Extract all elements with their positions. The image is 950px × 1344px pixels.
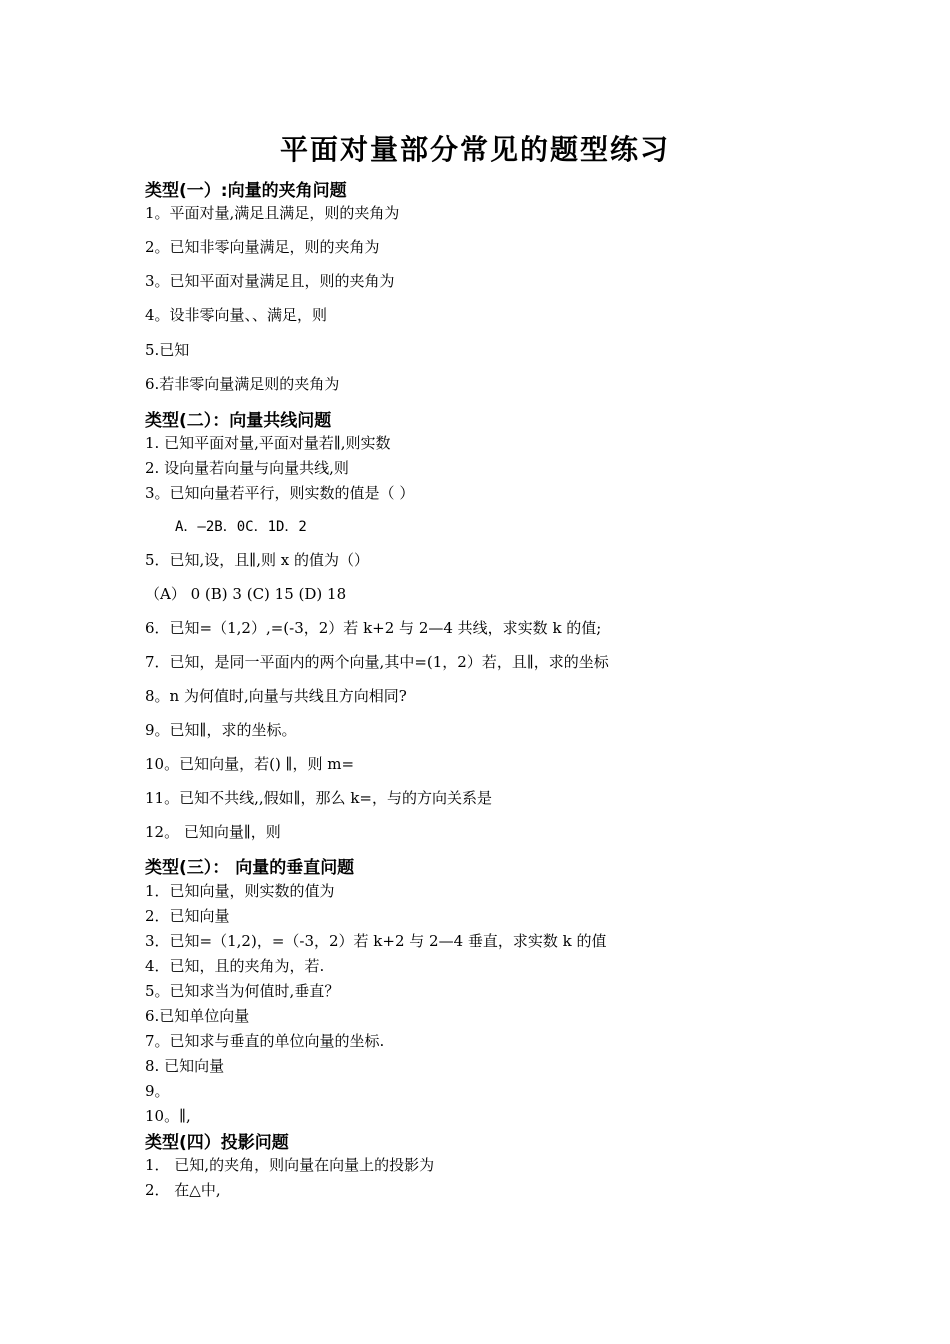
question-line: 5．已知,设，且∥,则 x 的值为（） [145,551,370,569]
question-line: 4．已知，且的夹角为，若. [145,957,325,975]
question-line: 3。已知向量若平行，则实数的值是（ ） [145,484,415,502]
question-line: 4。设非零向量、、满足，则 [145,306,328,324]
answer-choices: A．—2B．0C．1D．2 [175,519,307,535]
question-line: 1．已知向量，则实数的值为 [145,882,335,900]
question-line: 7．已知，是同一平面内的两个向量,其中=(1，2）若，且∥，求的坐标 [145,653,609,671]
section-heading: 类型(一）:向量的夹角问题 [145,181,347,201]
question-line: 3．已知=（1,2)，=（-3，2）若 k+2 与 2—4 垂直，求实数 k 的值 [145,932,607,950]
question-line: 6.已知单位向量 [145,1007,250,1025]
section-heading: 类型(四）投影问题 [145,1133,289,1153]
question-line: 1。平面对量,满足且满足，则的夹角为 [145,204,400,222]
question-line: 9。 [145,1082,170,1100]
question-line: 6．已知=（1,2）,=(-3，2）若 k+2 与 2—4 共线，求实数 k 的值; [145,619,602,637]
question-line: 3。已知平面对量满足且，则的夹角为 [145,272,395,290]
question-line: 2. 设向量若向量与向量共线,则 [145,459,349,477]
question-line: 1． 已知,的夹角，则向量在向量上的投影为 [145,1156,435,1174]
page-title: 平面对量部分常见的题型练习 [279,133,670,166]
question-line: 12。 已知向量∥，则 [145,823,281,841]
question-line: 2。已知非零向量满足，则的夹角为 [145,238,380,256]
question-line: 8. 已知向量 [145,1057,225,1075]
question-line: 7。已知求与垂直的单位向量的坐标. [145,1032,385,1050]
question-line: 2．已知向量 [145,907,230,925]
question-line: 1. 已知平面对量,平面对量若∥,则实数 [145,434,391,452]
question-line: 8。n 为何值时,向量与共线且方向相同? [145,687,407,705]
question-line: 9。已知∥，求的坐标。 [145,721,297,739]
section-heading: 类型(二）：向量共线问题 [145,411,332,431]
question-line: 2． 在△中, [145,1181,221,1199]
question-line: 11。已知不共线,,假如∥，那么 k=，与的方向关系是 [145,789,492,807]
section-heading: 类型(三）： 向量的垂直问题 [145,858,355,878]
question-line: 10。已知向量，若() ∥，则 m= [145,755,355,773]
question-line: 5。已知求当为何值时,垂直？ [145,982,340,1000]
answer-choices: （A） 0 (B) 3 (C) 15 (D) 18 [145,585,347,603]
question-line: 10。∥, [145,1107,191,1125]
question-line: 6.若非零向量满足则的夹角为 [145,375,340,393]
question-line: 5.已知 [145,341,190,359]
